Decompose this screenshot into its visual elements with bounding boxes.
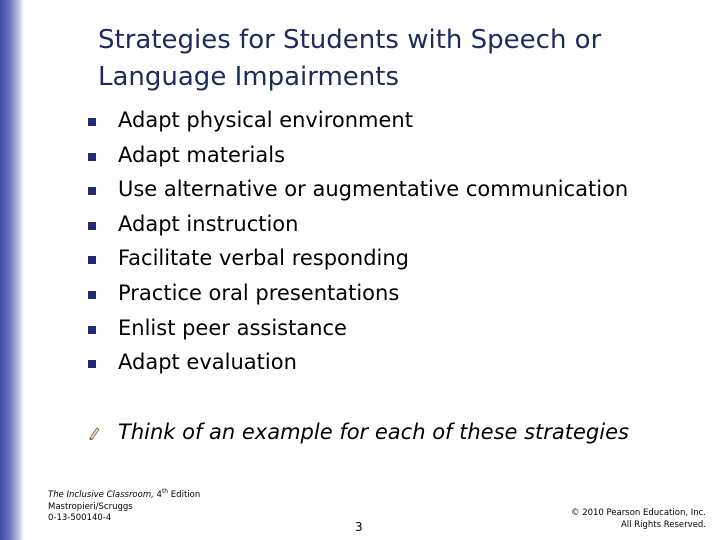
copyright-line-1: © 2010 Pearson Education, Inc. <box>571 508 706 518</box>
square-bullet-icon <box>88 291 96 299</box>
list-item-text: Adapt evaluation <box>118 350 297 375</box>
think-prompt <box>88 414 629 450</box>
footer-authors: Mastropieri/Scruggs <box>48 501 133 512</box>
list-item-text: Facilitate verbal responding <box>118 246 410 271</box>
list-item <box>88 138 628 173</box>
square-bullet-icon <box>88 360 96 368</box>
square-bullet-icon <box>88 222 96 230</box>
list-item <box>88 276 628 311</box>
list-item <box>88 172 628 207</box>
strategy-list <box>88 103 628 380</box>
edition-number: 4 <box>153 490 162 500</box>
footer-isbn: 0-13-500140-4 <box>48 513 112 523</box>
square-bullet-icon <box>88 118 96 126</box>
list-item <box>88 103 628 138</box>
list-item-text: Use alternative or augmentative communication <box>118 177 629 202</box>
list-item-text: Adapt physical environment <box>118 108 413 132</box>
square-bullet-icon <box>88 326 96 334</box>
list-item <box>88 311 628 346</box>
pencil-icon <box>88 426 100 440</box>
copyright-line-2: All Rights Reserved. <box>620 520 706 530</box>
footer-citation <box>48 490 200 525</box>
list-item-text: Adapt instruction <box>118 211 299 236</box>
left-gradient-bar <box>0 0 24 540</box>
edition-suffix: th <box>161 488 169 496</box>
think-prompt-text: Think of an example for each of these strategies <box>118 420 629 444</box>
list-item <box>88 207 628 242</box>
list-item-text: Adapt materials <box>118 142 286 167</box>
footer-copyright <box>571 507 706 531</box>
list-item-text: Practice oral presentations <box>118 280 400 305</box>
square-bullet-icon <box>88 187 96 195</box>
square-bullet-icon <box>88 153 96 161</box>
page-number: 3 <box>355 520 363 534</box>
list-item-text: Enlist peer assistance <box>118 315 347 340</box>
square-bullet-icon <box>88 256 96 264</box>
list-item <box>88 241 628 276</box>
title-line-2: Language Impairments <box>98 62 400 92</box>
title-line-1: Strategies for Students with Speech or <box>98 25 602 55</box>
edition-word: Edition <box>168 490 201 500</box>
list-item <box>88 345 628 380</box>
slide-title <box>98 22 698 96</box>
book-title: The Inclusive Classroom, <box>48 490 154 500</box>
footer-book-line <box>48 490 200 502</box>
